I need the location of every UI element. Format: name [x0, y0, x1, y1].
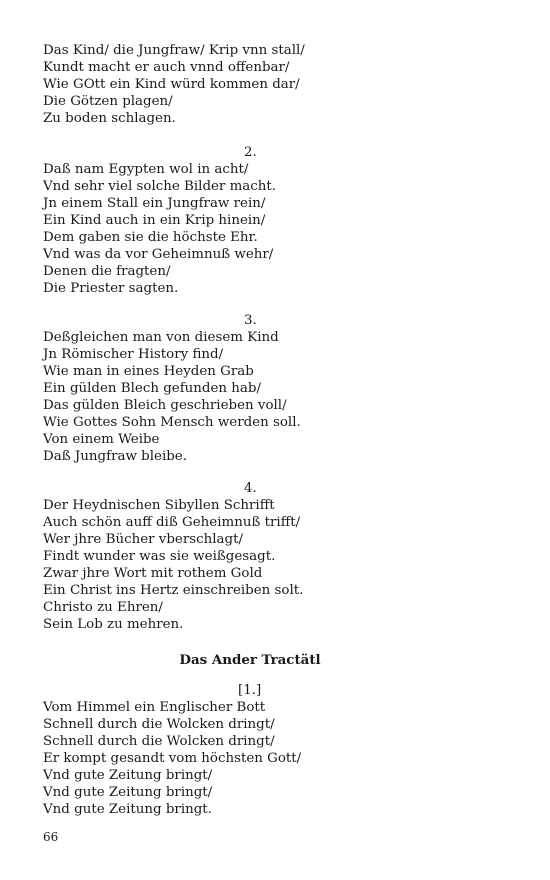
- section-line-2: Schnell durch die Wolcken dringt/: [43, 717, 275, 732]
- stanza4-line-1: Der Heydnischen Sibyllen Schrifft: [43, 498, 275, 513]
- section-line-1: Vom Himmel ein Englischer Bott: [43, 700, 266, 715]
- section-line-6: Vnd gute Zeitung bringt/: [43, 785, 213, 800]
- stanza4-line-6: Ein Christ ins Hertz einschreiben solt.: [43, 583, 304, 598]
- section-line-5: Vnd gute Zeitung bringt/: [43, 768, 213, 783]
- stanza4-number: 4.: [244, 481, 257, 496]
- section-line-7: Vnd gute Zeitung bringt.: [43, 802, 212, 817]
- section-line-4: Er kompt gesandt vom höchsten Gott/: [43, 751, 302, 766]
- stanza3-line-7: Von einem Weibe: [43, 432, 160, 447]
- stanza3-line-2: Jn Römischer History find/: [43, 347, 224, 362]
- stanza2-line-3: Jn einem Stall ein Jungfraw rein/: [43, 196, 266, 211]
- stanza2-line-7: Denen die fragten/: [43, 264, 171, 279]
- stanza4-line-4: Findt wunder was sie weißgesagt.: [43, 549, 276, 564]
- stanza3-line-6: Wie Gottes Sohn Mensch werden soll.: [43, 415, 301, 430]
- stanza1-line-1: Das Kind/ die Jungfraw/ Krip vnn stall/: [43, 43, 305, 58]
- stanza3-line-4: Ein gülden Blech gefunden hab/: [43, 381, 261, 396]
- stanza3-line-8: Daß Jungfraw bleibe.: [43, 449, 187, 464]
- stanza1-line-3: Wie GOtt ein Kind würd kommen dar/: [43, 77, 300, 92]
- stanza2-line-1: Daß nam Egypten wol in acht/: [43, 162, 249, 177]
- section-stanza-number: [1.]: [238, 683, 262, 698]
- stanza2-line-4: Ein Kind auch in ein Krip hinein/: [43, 213, 266, 228]
- section-line-3: Schnell durch die Wolcken dringt/: [43, 734, 275, 749]
- stanza1-line-4: Die Götzen plagen/: [43, 94, 173, 109]
- stanza4-line-8: Sein Lob zu mehren.: [43, 617, 184, 632]
- stanza4-line-5: Zwar jhre Wort mit rothem Gold: [43, 566, 263, 581]
- section-title: Das Ander Tractätl: [179, 652, 321, 668]
- stanza3-line-5: Das gülden Bleich geschrieben voll/: [43, 398, 287, 413]
- stanza2-line-6: Vnd was da vor Geheimnuß wehr/: [43, 247, 274, 262]
- stanza2-line-5: Dem gaben sie die höchste Ehr.: [43, 230, 258, 245]
- stanza4-line-3: Wer jhre Bücher vberschlagt/: [43, 532, 243, 547]
- stanza4-line-7: Christo zu Ehren/: [43, 600, 163, 615]
- stanza2-number: 2.: [244, 145, 257, 160]
- stanza2-line-8: Die Priester sagten.: [43, 281, 179, 296]
- stanza3-line-1: Deßgleichen man von diesem Kind: [43, 330, 279, 345]
- stanza1-line-5: Zu boden schlagen.: [43, 111, 176, 126]
- stanza3-number: 3.: [244, 313, 257, 328]
- page-number: 66: [43, 830, 59, 844]
- stanza4-line-2: Auch schön auff diß Geheimnuß trifft/: [43, 515, 301, 530]
- stanza1-line-2: Kundt macht er auch vnnd offenbar/: [43, 60, 290, 75]
- stanza3-line-3: Wie man in eines Heyden Grab: [43, 364, 254, 379]
- stanza2-line-2: Vnd sehr viel solche Bilder macht.: [43, 179, 277, 194]
